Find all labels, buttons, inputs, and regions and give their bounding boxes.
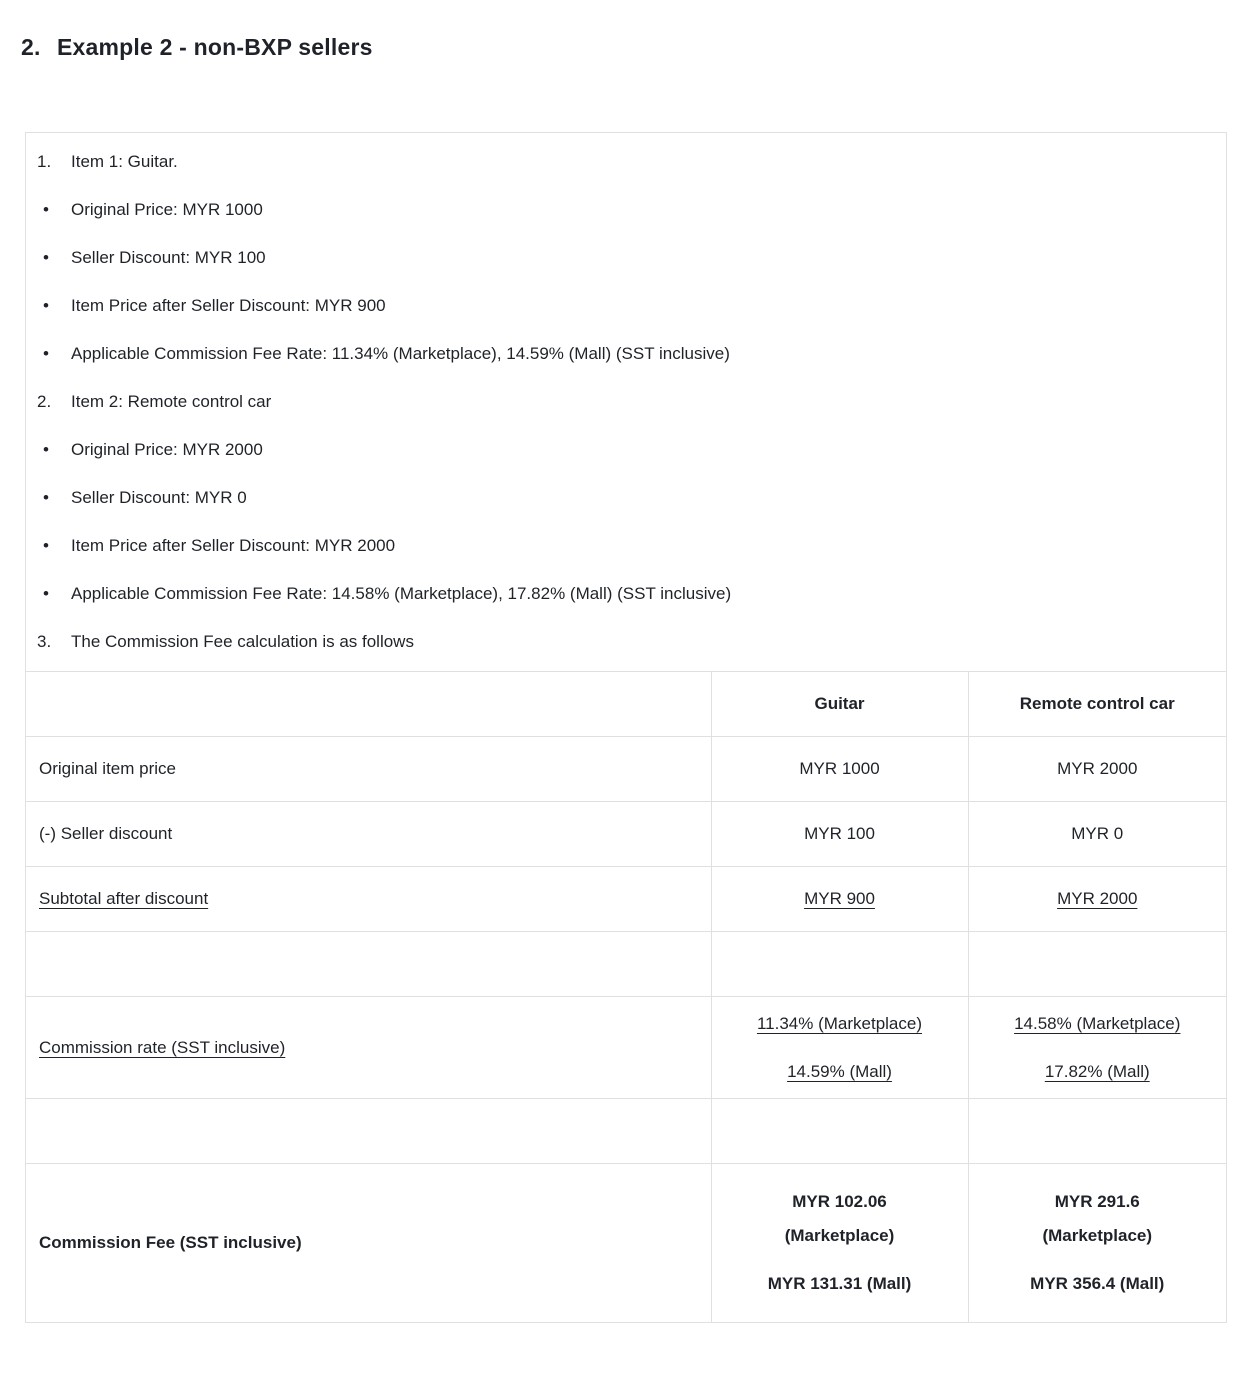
list-item-text: Item Price after Seller Discount: MYR 2000 [71, 536, 396, 555]
cell-line: MYR 102.06 [792, 1191, 887, 1211]
cell-line [39, 1031, 698, 1065]
bullet-marker: • [43, 584, 49, 603]
underlined-text: Subtotal after discount [39, 889, 209, 908]
table-row-price [26, 737, 1226, 802]
list-item [26, 630, 1226, 654]
cell-line: MYR 2000 [1057, 759, 1138, 778]
cell-paragraph [982, 1055, 1214, 1089]
list-item-text: Item 2: Remote control car [71, 392, 272, 411]
cell-line: (Marketplace) [784, 1225, 895, 1245]
underlined-text: 11.34% (Marketplace) [756, 1013, 923, 1033]
table-cell [711, 1164, 968, 1322]
table-header-cell [968, 672, 1226, 737]
table-cell [711, 1099, 968, 1164]
cell-paragraph [725, 1267, 955, 1301]
list-item [26, 534, 1226, 558]
list-item-text: Applicable Commission Fee Rate: 11.34% (Marketplace), 14.59% (Mall) (SST inclusive) [71, 344, 730, 363]
list-item [26, 582, 1226, 606]
list-item [26, 246, 1226, 270]
underlined-text: Commission rate (SST inclusive) [39, 1037, 286, 1057]
cell-paragraph [725, 1007, 955, 1041]
list-item-text: The Commission Fee calculation is as follows [71, 632, 414, 651]
bullet-marker: • [43, 488, 49, 507]
table-row-spacer [26, 1099, 1226, 1164]
cell-paragraph [39, 817, 698, 851]
number-marker: 3. [37, 632, 52, 651]
cell-line: MYR 131.31 (Mall) [767, 1273, 912, 1293]
table-cell [968, 932, 1226, 997]
underlined-text: MYR 2000 [1057, 889, 1138, 908]
heading-text: Example 2 - non-BXP sellers [57, 34, 373, 60]
underlined-text: 17.82% (Mall) [1044, 1061, 1150, 1081]
number-marker: 2. [37, 392, 52, 411]
table-cell [26, 1164, 711, 1322]
table-cell [711, 932, 968, 997]
bullet-marker: • [43, 536, 49, 555]
table-row-subtotal [26, 867, 1226, 932]
cell-paragraph [39, 1031, 698, 1065]
table-cell [26, 802, 711, 867]
cell-paragraph [725, 1055, 955, 1089]
bullet-marker: • [43, 248, 49, 267]
bullet-marker: • [43, 440, 49, 459]
cell-line: (Marketplace) [1042, 1225, 1153, 1245]
cell-paragraph [725, 1185, 955, 1253]
list-item [26, 342, 1226, 366]
cell-paragraph [39, 1226, 698, 1260]
example-details-list [26, 133, 1226, 671]
cell-line: MYR 1000 [799, 759, 880, 778]
cell-paragraph [725, 752, 955, 786]
list-item-text: Seller Discount: MYR 100 [71, 248, 266, 267]
table-cell [968, 997, 1226, 1099]
table-cell [968, 737, 1226, 802]
table-row-spacer [26, 932, 1226, 997]
cell-paragraph [725, 817, 955, 851]
cell-line [725, 1007, 955, 1041]
underlined-text: MYR 900 [804, 889, 875, 908]
cell-paragraph [982, 1007, 1214, 1041]
bullet-marker: • [43, 296, 49, 315]
cell-paragraph [39, 882, 698, 916]
table-cell [711, 997, 968, 1099]
cell-line: (-) Seller discount [39, 824, 173, 843]
cell-line: Guitar [814, 694, 865, 713]
bullet-marker: • [43, 344, 49, 363]
table-header-cell [26, 672, 711, 737]
cell-line [725, 1055, 955, 1089]
cell-paragraph [982, 817, 1214, 851]
bullet-marker: • [43, 200, 49, 219]
cell-paragraph [982, 882, 1214, 916]
table-cell [968, 802, 1226, 867]
heading-number: 2. [21, 34, 41, 60]
list-item [26, 198, 1226, 222]
table-header-cell [711, 672, 968, 737]
table-row-header [26, 672, 1226, 737]
list-item [26, 486, 1226, 510]
number-marker: 1. [37, 152, 52, 171]
cell-line: MYR 291.6 [1054, 1191, 1140, 1211]
list-item [26, 294, 1226, 318]
cell-paragraph [982, 1185, 1214, 1253]
table-row-discount [26, 802, 1226, 867]
underlined-text: 14.59% (Mall) [787, 1061, 892, 1081]
cell-paragraph [982, 1267, 1214, 1301]
table-cell [26, 1099, 711, 1164]
table-row-fee [26, 1164, 1226, 1322]
table-row-rate [26, 997, 1226, 1099]
cell-line: Commission Fee (SST inclusive) [39, 1232, 302, 1252]
table-cell [26, 932, 711, 997]
list-item [26, 390, 1226, 414]
list-item-text: Original Price: MYR 1000 [71, 200, 263, 219]
table-cell [968, 1099, 1226, 1164]
list-item-text: Item 1: Guitar. [71, 152, 178, 171]
cell-line [982, 882, 1214, 916]
cell-paragraph [725, 687, 955, 721]
table-cell [968, 867, 1226, 932]
cell-paragraph [982, 752, 1214, 786]
table-cell [711, 867, 968, 932]
table-cell [26, 867, 711, 932]
cell-paragraph [725, 882, 955, 916]
list-item-text: Seller Discount: MYR 0 [71, 488, 247, 507]
list-item-text: Applicable Commission Fee Rate: 14.58% (Marketplace), 17.82% (Mall) (SST inclusive) [71, 584, 732, 603]
cell-line: Remote control car [1019, 694, 1175, 713]
cell-line [982, 1007, 1214, 1041]
table-cell [26, 997, 711, 1099]
list-item [26, 150, 1226, 174]
cell-line: MYR 100 [804, 824, 875, 843]
cell-line [39, 882, 698, 916]
cell-line: MYR 356.4 (Mall) [1030, 1273, 1165, 1293]
list-item [26, 438, 1226, 462]
list-item-text: Item Price after Seller Discount: MYR 900 [71, 296, 386, 315]
table-cell [968, 1164, 1226, 1322]
content-box [25, 132, 1227, 1323]
cell-line: Original item price [39, 759, 176, 778]
table-cell [711, 737, 968, 802]
cell-paragraph [39, 752, 698, 786]
list-item-text: Original Price: MYR 2000 [71, 440, 263, 459]
cell-line [982, 1055, 1214, 1089]
section-heading [21, 33, 1248, 61]
cell-paragraph [982, 687, 1214, 721]
table-cell [26, 737, 711, 802]
table-cell [711, 802, 968, 867]
cell-line [725, 882, 955, 916]
cell-line: MYR 0 [1071, 824, 1124, 843]
underlined-text: 14.58% (Marketplace) [1014, 1013, 1181, 1033]
commission-fee-table [26, 671, 1226, 1322]
